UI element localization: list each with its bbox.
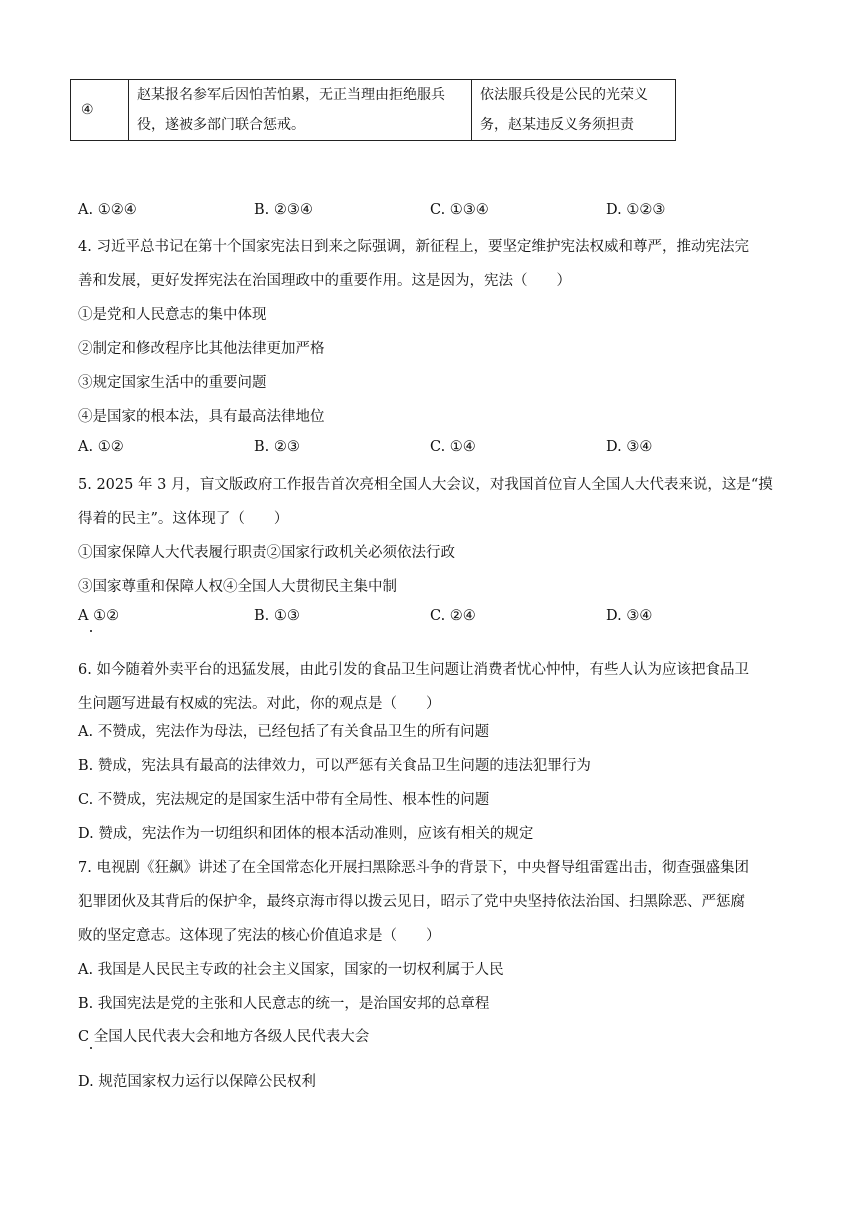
q4-item: ②制定和修改程序比其他法律更加严格 <box>78 341 325 357</box>
row-number: ④ <box>71 80 129 141</box>
q4-item: ④是国家的根本法，具有最高法律地位 <box>78 409 325 425</box>
stray-dot-mark <box>90 1047 92 1049</box>
q4-option-b[interactable]: B. ②③ <box>254 439 300 455</box>
q5-option-c[interactable]: C. ②④ <box>430 608 476 624</box>
q7-option-a[interactable]: A. 我国是人民民主专政的社会主义国家，国家的一切权利属于人民 <box>78 962 504 978</box>
q4-option-c[interactable]: C. ①④ <box>430 439 476 455</box>
q4-item: ①是党和人民意志的集中体现 <box>78 307 267 323</box>
q3-option-d[interactable]: D. ①②③ <box>606 202 666 218</box>
q5-item: ①国家保障人大代表履行职责②国家行政机关必须依法行政 <box>78 545 455 561</box>
analysis-line: 依法服兵役是公民的光荣义 <box>480 87 648 103</box>
q5-option-a[interactable]: A ①② <box>78 608 120 624</box>
analysis-cell <box>472 80 676 141</box>
q6-stem-line: 6. 如今随着外卖平台的迅猛发展，由此引发的食品卫生问题让消费者忧心忡忡，有些人认为应该把食品卫 <box>78 662 749 678</box>
stray-dot-mark <box>90 630 92 632</box>
q6-option-c[interactable]: C. 不赞成，宪法规定的是国家生活中带有全局性、根本性的问题 <box>78 792 490 808</box>
q5-stem-line: 5. 2025 年 3 月，盲文版政府工作报告首次亮相全国人大会议，对我国首位盲人全国人大代表来说，这是“摸 <box>78 477 773 493</box>
q3-option-b[interactable]: B. ②③④ <box>254 202 313 218</box>
q4-option-a[interactable]: A. ①② <box>78 439 124 455</box>
q6-option-b[interactable]: B. 赞成，宪法具有最高的法律效力，可以严惩有关食品卫生问题的违法犯罪行为 <box>78 758 591 774</box>
q7-stem-line: 犯罪团伙及其背后的保护伞，最终京海市得以拨云见日，昭示了党中央坚持依法治国、扫黑除恶、严惩腐 <box>78 894 745 910</box>
situation-cell <box>129 80 472 141</box>
q4-item: ③规定国家生活中的重要问题 <box>78 375 267 391</box>
q6-stem-line: 生问题写进最有权威的宪法。对此，你的观点是（ ） <box>78 696 441 712</box>
q5-stem-line: 得着的民主”。这体现了（ ） <box>78 511 289 527</box>
q6-option-a[interactable]: A. 不赞成，宪法作为母法，已经包括了有关食品卫生的所有问题 <box>78 724 490 740</box>
q6-option-d[interactable]: D. 赞成，宪法作为一切组织和团体的根本活动准则，应该有相关的规定 <box>78 826 534 842</box>
q5-item: ③国家尊重和保障人权④全国人大贯彻民主集中制 <box>78 579 397 595</box>
analysis-line: 务，赵某违反义务须担责 <box>480 117 634 133</box>
q7-stem-line: 7. 电视剧《狂飙》讲述了在全国常态化开展扫黑除恶斗争的背景下，中央督导组雷霆出击，彻查强盛集团 <box>78 860 749 876</box>
situation-line: 赵某报名参军后因怕苦怕累，无正当理由拒绝服兵 <box>137 87 445 103</box>
q7-stem-line: 败的坚定意志。这体现了宪法的核心价值追求是（ ） <box>78 928 441 944</box>
q3-option-a[interactable]: A. ①②④ <box>78 202 137 218</box>
q5-option-d[interactable]: D. ③④ <box>606 608 653 624</box>
table-row <box>71 80 676 141</box>
q3-option-c[interactable]: C. ①③④ <box>430 202 489 218</box>
q7-option-b[interactable]: B. 我国宪法是党的主张和人民意志的统一，是治国安邦的总章程 <box>78 996 490 1012</box>
q4-option-d[interactable]: D. ③④ <box>606 439 653 455</box>
q7-option-c[interactable]: C 全国人民代表大会和地方各级人民代表大会 <box>78 1029 370 1045</box>
q5-option-b[interactable]: B. ①③ <box>254 608 300 624</box>
q4-stem-line: 善和发展，更好发挥宪法在治国理政中的重要作用。这是因为，宪法（ ） <box>78 273 571 289</box>
q7-option-d[interactable]: D. 规范国家权力运行以保障公民权利 <box>78 1074 316 1090</box>
situation-line: 役，遂被多部门联合惩戒。 <box>137 117 305 133</box>
question-3-table <box>70 79 676 141</box>
q4-stem-line: 4. 习近平总书记在第十个国家宪法日到来之际强调，新征程上，要坚定维护宪法权威和尊严，推动宪法完 <box>78 239 749 255</box>
